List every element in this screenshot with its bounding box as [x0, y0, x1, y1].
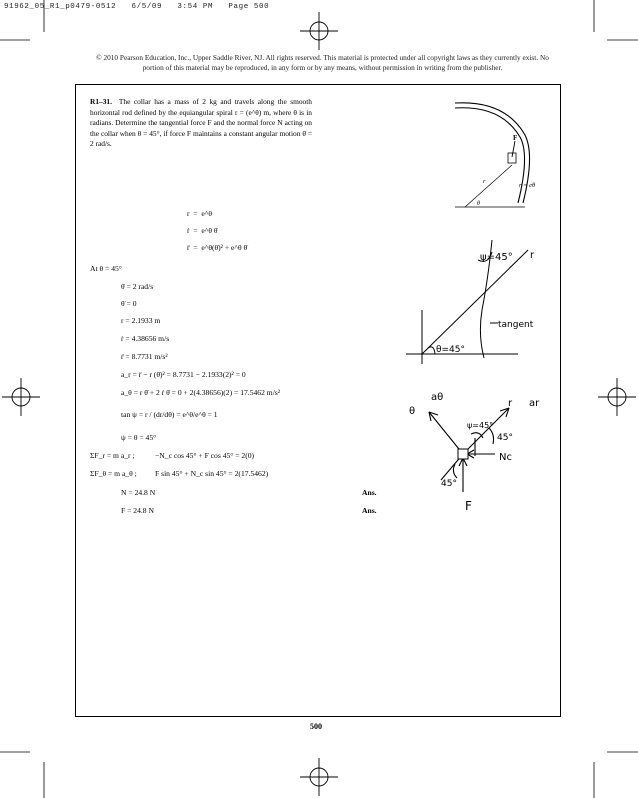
fig1-force-label: F [513, 134, 518, 142]
value-a-theta: a_θ = r θ̈ + 2 ṙ θ̇ = 0 + 2(4.38656)(2) = 17.5462 m/s² [121, 388, 281, 397]
fig3-r-label: r [508, 398, 513, 409]
result-n: N = 24.8 N [121, 488, 156, 497]
equation-r-ddot: r̈ = e^θ(θ̇)² + e^θ θ̈ [187, 243, 248, 252]
fig2-r-label: r [530, 250, 535, 261]
fig1-r-label: r [483, 178, 486, 185]
equation-r-dot: ṙ = e^θ θ̇ [187, 226, 218, 235]
sum-ftheta-lhs: ΣF_θ = m a_θ ; [90, 469, 137, 478]
fig3-psi-label: ψ=45° [467, 421, 494, 430]
sum-fr-rhs: −N_c cos 45° + F cos 45° = 2(0) [155, 451, 255, 460]
figure-tangent-sketch [400, 240, 550, 370]
registration-mark-right [598, 378, 636, 416]
figure-free-body-diagram [405, 388, 555, 518]
value-r-dot: ṙ = 4.38656 m/s [121, 334, 170, 343]
fig2-tangent-label: tangent [498, 320, 534, 330]
problem-text: The collar has a mass of 2 kg and travels along the smooth horizontal rod defined by the equiangular spiral r = (e^θ) m, where θ is in radians. Determine the tangential force F and the normal force N acting on the collar when θ = 45°, if force F maintains a constant angular motion θ̇ = 2 rad/s. [90, 97, 312, 148]
registration-mark-bottom [300, 758, 338, 796]
sum-ftheta-rhs: F sin 45° + N_c sin 45° = 2(17.5462) [155, 469, 269, 478]
value-theta-dot: θ̇ = 2 rad/s [121, 282, 154, 291]
fig3-nc-label: Nc [499, 452, 512, 463]
fig3-theta-label: θ [409, 406, 416, 417]
problem-statement [90, 97, 312, 150]
equation-r: r = e^θ [187, 209, 212, 218]
fig3-angle-45-upper: 45° [497, 433, 513, 443]
value-a-r: a_r = r̈ − r (θ̇)² = 8.7731 − 2.1933(2)² = 0 [121, 370, 246, 379]
print-slug: 91962_05_R1_p0479-0512 6/5/09 3:54 PM Page 500 [4, 3, 270, 11]
value-tan-psi: tan ψ = r / (dr/dθ) = e^θ/e^θ = 1 [121, 410, 218, 419]
registration-mark-left [2, 378, 40, 416]
value-r-ddot: r̈ = 8.7731 m/s² [121, 352, 168, 361]
fig1-theta-label: θ [477, 201, 480, 207]
fig1-spiral-label: r = eθ [519, 182, 536, 189]
at-theta-label: At θ = 45° [90, 264, 122, 273]
value-theta-ddot: θ̈ = 0 [121, 299, 137, 308]
registration-mark-top [300, 12, 338, 50]
answer-f-label: Ans. [362, 506, 377, 515]
fig3-f-label: F [465, 499, 472, 513]
result-f: F = 24.8 N [121, 506, 154, 515]
fig3-a-theta-label: aθ [431, 392, 444, 403]
problem-number: R1–31. [90, 97, 112, 106]
copyright-notice: © 2010 Pearson Education, Inc., Upper Saddle River, NJ. All rights reserved. This material is protected under all copyright laws as they currently exist. No portion of this material may be reproduced, in any form or by any means, without permission in writing from the publisher. [96, 53, 549, 72]
sum-fr-lhs: ΣF_r = m a_r ; [90, 451, 135, 460]
fig2-theta-label: θ=45° [436, 345, 465, 355]
figure-spiral-rod [455, 95, 555, 215]
fig3-angle-45-lower: 45° [441, 479, 457, 489]
fig2-psi-label: ψ=45° [480, 252, 513, 263]
page-number: 500 [310, 722, 322, 731]
answer-n-label: Ans. [362, 488, 377, 497]
value-r: r = 2.1933 m [121, 316, 161, 325]
fig3-a-r-label: ar [529, 398, 540, 409]
value-psi: ψ = θ = 45° [121, 433, 157, 442]
